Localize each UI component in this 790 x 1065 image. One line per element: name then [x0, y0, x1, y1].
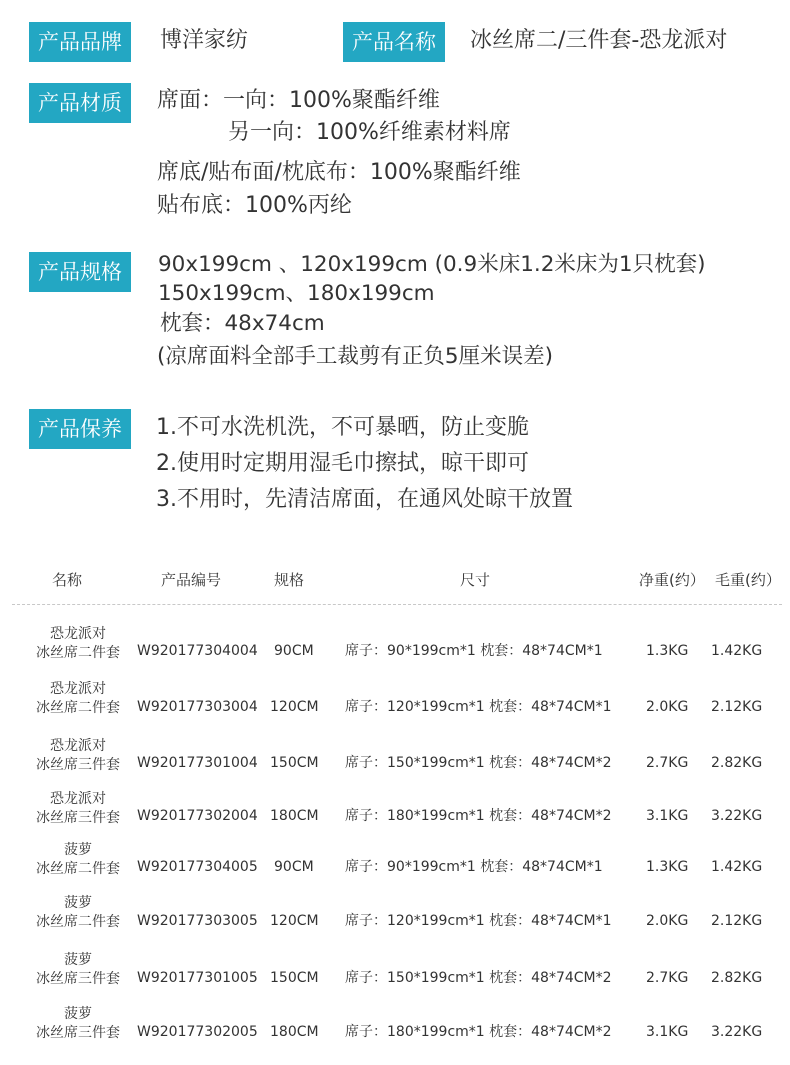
row-spec: 150CM	[270, 970, 319, 986]
row-spec: 120CM	[270, 699, 319, 715]
row-product-name: 恐龙派对 冰丝席三件套	[36, 738, 120, 773]
table-row	[0, 790, 790, 840]
row-product-name: 菠萝 冰丝席三件套	[36, 952, 120, 987]
table-row	[0, 1005, 790, 1055]
row-spec: 180CM	[270, 808, 319, 824]
spec-line-3: 枕套：48x74cm	[160, 311, 325, 336]
brand-tag: 产品品牌	[29, 22, 131, 62]
material-line-2: 另一向：100%纤维素材料席	[228, 120, 511, 145]
material-line-3: 席底/贴布面/枕底布：100%聚酯纤维	[157, 160, 521, 185]
row-size: 席子：150*199cm*1 枕套：48*74CM*2	[345, 755, 612, 771]
row-gross-weight: 2.12KG	[711, 913, 763, 929]
row-spec: 90CM	[274, 643, 314, 659]
table-header-spec: 规格	[274, 571, 305, 589]
row-spec: 120CM	[270, 913, 319, 929]
spec-line-1: 90x199cm 、120x199cm (0.9米床1.2米床为1只枕套)	[158, 252, 706, 277]
row-product-name: 恐龙派对 冰丝席三件套	[36, 791, 120, 826]
row-gross-weight: 3.22KG	[711, 1024, 763, 1040]
material-line-4: 贴布底：100%丙纶	[157, 193, 352, 218]
brand-value: 博洋家纺	[160, 28, 249, 53]
row-size: 席子：120*199cm*1 枕套：48*74CM*1	[345, 699, 612, 715]
care-tag: 产品保养	[29, 409, 131, 449]
row-gross-weight: 1.42KG	[711, 859, 763, 875]
row-size: 席子：120*199cm*1 枕套：48*74CM*1	[345, 913, 612, 929]
care-line-2: 2.使用时定期用湿毛巾擦拭，晾干即可	[156, 451, 529, 476]
table-divider	[12, 604, 782, 605]
material-line-1: 席面：一向：100%聚酯纤维	[157, 88, 440, 113]
table-header-size: 尺寸	[460, 571, 491, 589]
row-spec: 90CM	[274, 859, 314, 875]
table-row	[0, 680, 790, 730]
row-product-name: 菠萝 冰丝席三件套	[36, 1006, 120, 1041]
row-net-weight: 2.0KG	[646, 913, 689, 929]
table-header-net-weight: 净重(约）	[639, 571, 705, 589]
table-row	[0, 737, 790, 787]
table-header-name: 名称	[52, 571, 83, 589]
table-row	[0, 951, 790, 1001]
row-net-weight: 2.7KG	[646, 755, 689, 771]
row-code: W920177303004	[137, 699, 258, 715]
row-size: 席子：90*199cm*1 枕套：48*74CM*1	[345, 643, 603, 659]
row-code: W920177301005	[137, 970, 258, 986]
row-code: W920177302004	[137, 808, 258, 824]
row-size: 席子：90*199cm*1 枕套：48*74CM*1	[345, 859, 603, 875]
row-product-name: 恐龙派对 冰丝席二件套	[36, 626, 120, 661]
table-header-code: 产品编号	[161, 571, 222, 589]
row-gross-weight: 2.82KG	[711, 970, 763, 986]
row-product-name: 菠萝 冰丝席二件套	[36, 842, 120, 877]
row-size: 席子：150*199cm*1 枕套：48*74CM*2	[345, 970, 612, 986]
row-code: W920177304004	[137, 643, 258, 659]
table-row	[0, 625, 790, 675]
row-product-name: 恐龙派对 冰丝席二件套	[36, 681, 120, 716]
table-row	[0, 841, 790, 891]
row-spec: 180CM	[270, 1024, 319, 1040]
row-code: W920177303005	[137, 913, 258, 929]
table-header-gross-weight: 毛重(约）	[715, 571, 781, 589]
material-tag: 产品材质	[29, 83, 131, 123]
row-net-weight: 3.1KG	[646, 1024, 689, 1040]
row-net-weight: 2.0KG	[646, 699, 689, 715]
care-line-3: 3.不用时，先清洁席面，在通风处晾干放置	[156, 487, 573, 512]
row-code: W920177304005	[137, 859, 258, 875]
spec-line-4: (凉席面料全部手工裁剪有正负5厘米误差)	[157, 344, 553, 369]
spec-line-2: 150x199cm、180x199cm	[158, 281, 435, 306]
product-name-value: 冰丝席二/三件套-恐龙派对	[470, 28, 728, 53]
row-net-weight: 1.3KG	[646, 859, 689, 875]
row-product-name: 菠萝 冰丝席二件套	[36, 895, 120, 930]
spec-tag: 产品规格	[29, 252, 131, 292]
product-name-tag: 产品名称	[343, 22, 445, 62]
row-size: 席子：180*199cm*1 枕套：48*74CM*2	[345, 808, 612, 824]
row-size: 席子：180*199cm*1 枕套：48*74CM*2	[345, 1024, 612, 1040]
care-line-1: 1.不可水洗机洗，不可暴晒，防止变脆	[156, 415, 529, 440]
row-code: W920177301004	[137, 755, 258, 771]
row-code: W920177302005	[137, 1024, 258, 1040]
row-spec: 150CM	[270, 755, 319, 771]
row-gross-weight: 3.22KG	[711, 808, 763, 824]
row-net-weight: 3.1KG	[646, 808, 689, 824]
row-gross-weight: 1.42KG	[711, 643, 763, 659]
table-row	[0, 894, 790, 944]
row-gross-weight: 2.82KG	[711, 755, 763, 771]
row-net-weight: 1.3KG	[646, 643, 689, 659]
row-net-weight: 2.7KG	[646, 970, 689, 986]
row-gross-weight: 2.12KG	[711, 699, 763, 715]
